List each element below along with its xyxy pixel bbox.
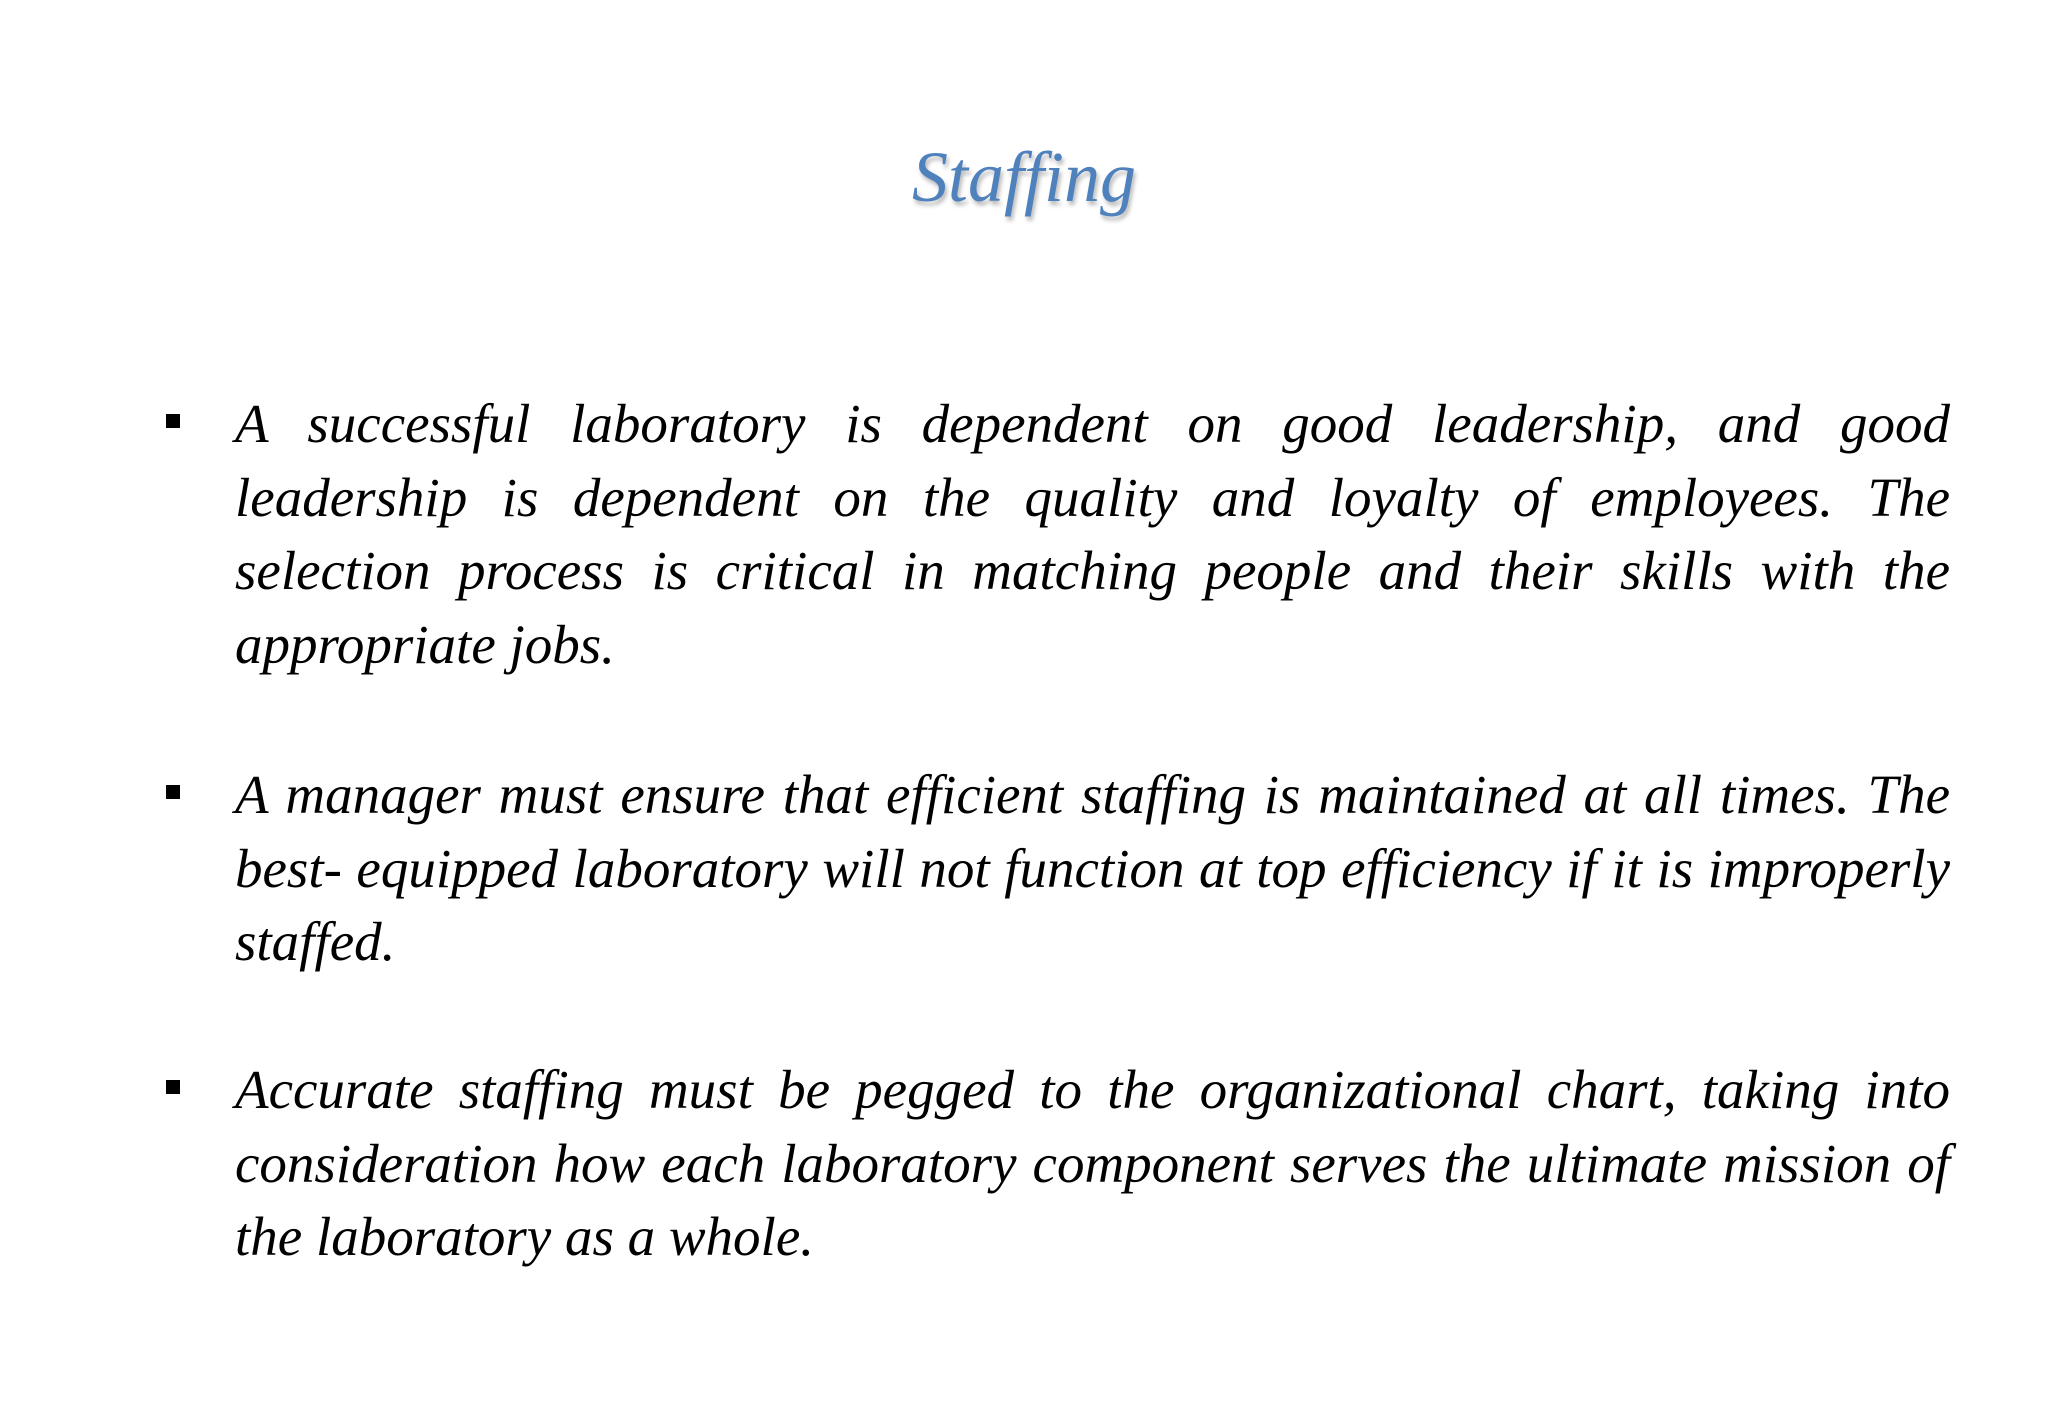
square-bullet-icon <box>166 414 180 428</box>
bullet-text: A manager must ensure that efficient staffing is maintained at all times. The best- equipped laboratory will not function at top efficiency if it is improperly staffed. <box>235 764 1950 972</box>
bullet-text: A successful laboratory is dependent on good leadership, and good leadership is dependent on the quality and loyalty of employees. The selection process is critical in matching people and their skills with the appropriate jobs. <box>235 393 1950 675</box>
slide-title: Staffing <box>911 137 1136 217</box>
square-bullet-icon <box>166 1080 180 1094</box>
square-bullet-icon <box>166 785 180 799</box>
bullet-text: Accurate staffing must be pegged to the organizational chart, taking into consideration how each laboratory component serves the ultimate mission of the laboratory as a whole. <box>235 1059 1950 1267</box>
